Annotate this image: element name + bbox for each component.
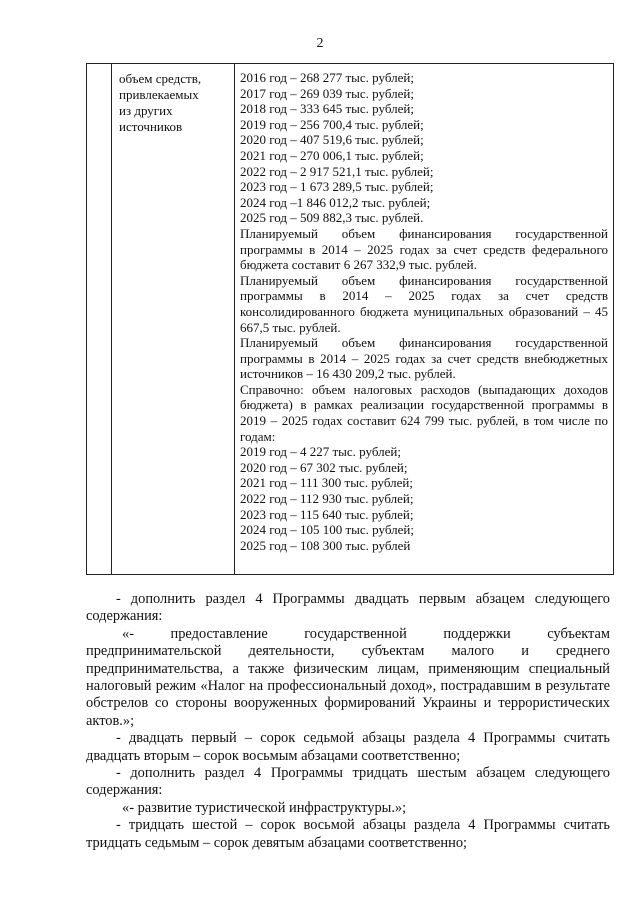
federal-budget-paragraph: Планируемый объем финансирования государственной программы в 2014 – 2025 годах за счет средств федерального бюджета составит 6 267 332,9 тыс. рублей. <box>240 225 608 273</box>
year-amount-line: 2018 год – 333 645 тыс. рублей; <box>240 101 414 117</box>
amendment-paragraph: «- развитие туристической инфраструктуры.»; <box>122 799 407 816</box>
label-line: из других <box>119 103 173 118</box>
amendment-paragraph: - двадцать первый – сорок седьмой абзацы раздела 4 Программы считать двадцать вторым – сорок восьмым абзацами соответственно; <box>86 730 610 764</box>
year-amount-line: 2021 год – 270 006,1 тыс. рублей; <box>240 147 424 163</box>
tax-expenditure-paragraph: Справочно: объем налоговых расходов (выпадающих доходов бюджета) в рамках реализации государственной программы в 2019 – 2025 годах составит 624 799 тыс. рублей, в том числе по годам: <box>240 381 608 444</box>
year-amount-line: 2017 год – 269 039 тыс. рублей; <box>240 85 414 101</box>
tax-year-line: 2023 год – 115 640 тыс. рублей; <box>240 506 414 522</box>
funding-source-label <box>119 71 231 135</box>
year-amount-line: 2019 год – 256 700,4 тыс. рублей; <box>240 116 424 132</box>
year-amount-line: 2024 год –1 846 012,2 тыс. рублей; <box>240 194 431 210</box>
label-line: объем средств, <box>119 71 202 86</box>
municipal-budget-paragraph: Планируемый объем финансирования государственной программы в 2014 – 2025 годах за счет средств консолидированного бюджета муниципальных образований – 45 667,5 тыс. рублей. <box>240 272 608 335</box>
funding-table <box>86 63 614 575</box>
tax-year-line: 2022 год – 112 930 тыс. рублей; <box>240 491 414 507</box>
amendment-paragraph: - дополнить раздел 4 Программы двадцать первым абзацем следующего содержания: <box>86 591 610 625</box>
tax-year-line: 2024 год – 105 100 тыс. рублей; <box>240 522 414 538</box>
table-value-column <box>235 64 613 574</box>
label-line: привлекаемых <box>119 87 199 102</box>
tax-year-line: 2020 год – 67 302 тыс. рублей; <box>240 459 408 475</box>
amendment-paragraph: - тридцать шестой – сорок восьмой абзацы раздела 4 Программы считать тридцать седьмым – сорок девятым абзацами соответственно; <box>86 817 610 851</box>
tax-year-line: 2021 год – 111 300 тыс. рублей; <box>240 475 413 491</box>
page-number: 2 <box>316 36 324 51</box>
tax-year-line: 2025 год – 108 300 тыс. рублей <box>240 537 411 553</box>
table-number-column <box>87 64 112 574</box>
amendment-paragraph: - дополнить раздел 4 Программы тридцать шестым абзацем следующего содержания: <box>86 765 610 799</box>
tax-year-line: 2019 год – 4 227 тыс. рублей; <box>240 444 401 460</box>
year-amount-line: 2022 год – 2 917 521,1 тыс. рублей; <box>240 163 434 179</box>
year-amount-line: 2023 год – 1 673 289,5 тыс. рублей; <box>240 179 434 195</box>
year-amount-line: 2025 год – 509 882,3 тыс. рублей. <box>240 210 424 226</box>
funding-values-cell <box>240 70 608 553</box>
year-amount-line: 2016 год – 268 277 тыс. рублей; <box>240 70 414 85</box>
table-label-column <box>112 64 235 574</box>
label-line: источников <box>119 119 183 134</box>
amendments-text <box>86 591 610 852</box>
year-amount-line: 2020 год – 407 519,6 тыс. рублей; <box>240 132 424 148</box>
extrabudgetary-paragraph: Планируемый объем финансирования государственной программы в 2014 – 2025 годах за счет средств внебюджетных источников – 16 430 209,2 тыс. рублей. <box>240 335 608 382</box>
amendment-paragraph: «- предоставление государственной поддержки субъектам предпринимательской деятельности, субъектам малого и среднего предпринимательства, а также физическим лицам, применяющим специальный налоговый режим «Налог на профессиональный доход», пострадавшим в результате обстрелов со стороны вооруженных формирований Украины и террористических актов.»; <box>86 625 610 729</box>
